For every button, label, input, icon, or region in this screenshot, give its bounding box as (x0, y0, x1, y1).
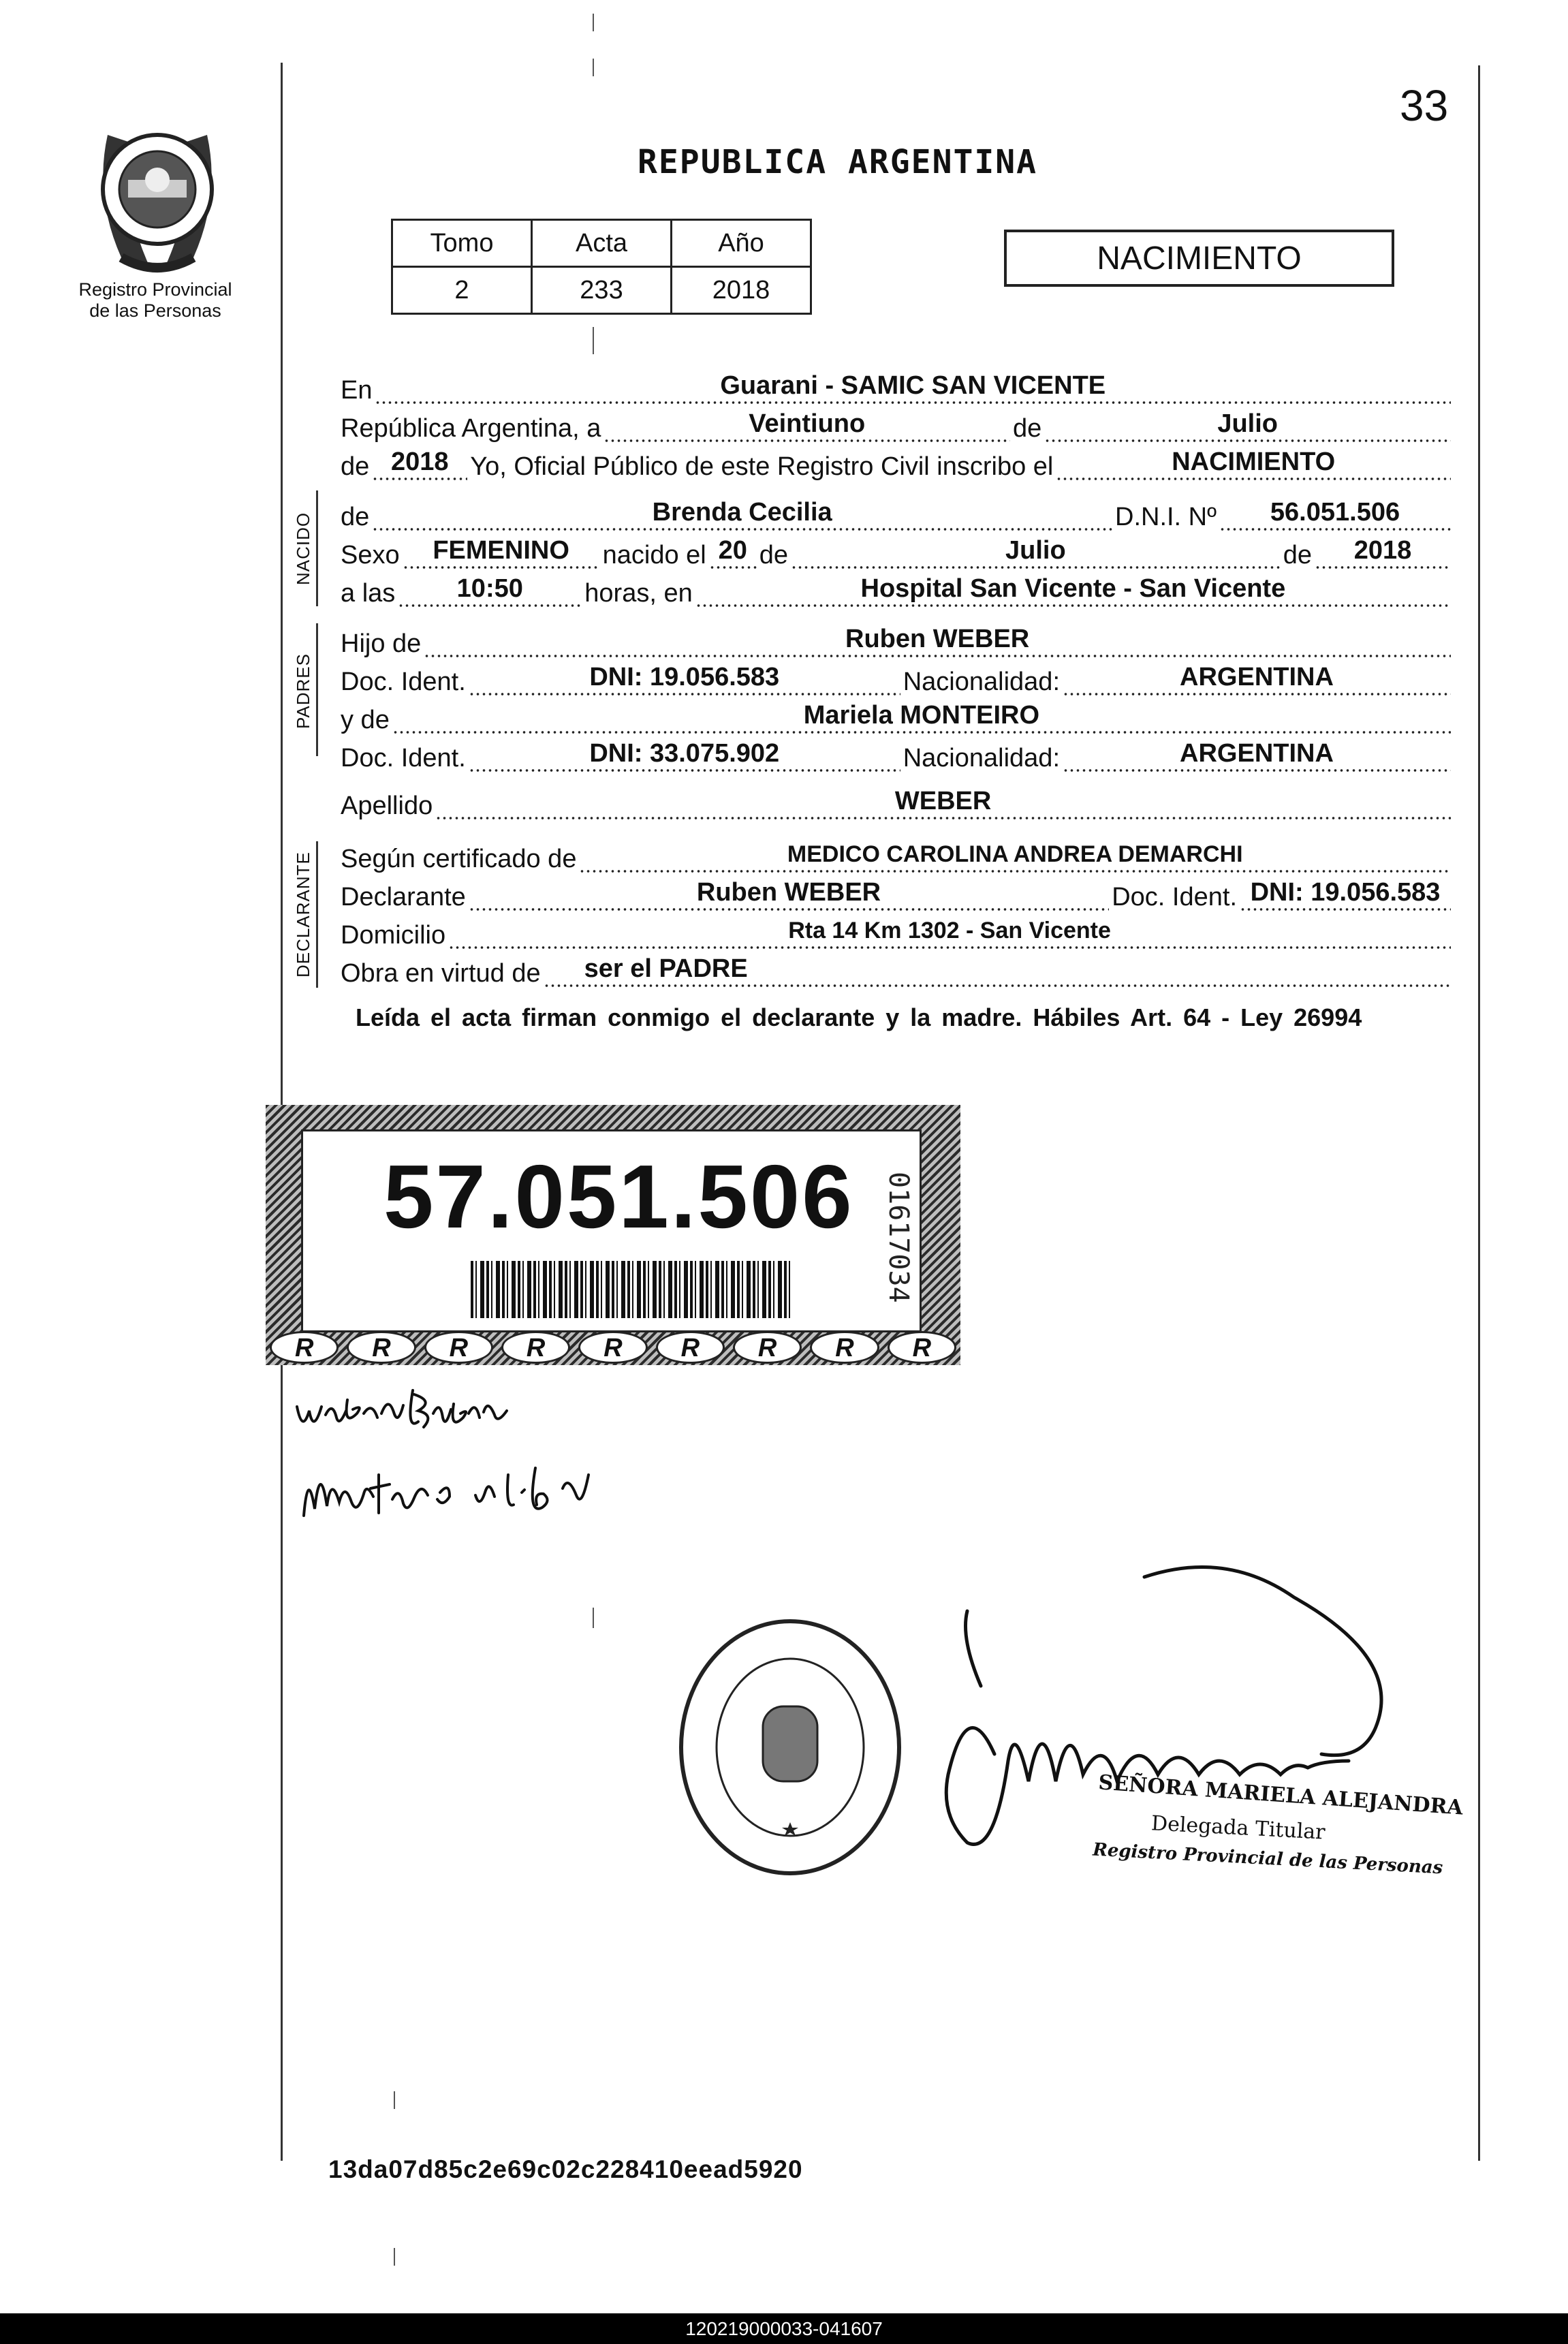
label-horas-en: horas, en (584, 579, 693, 608)
security-band-mark: R (270, 1331, 339, 1364)
security-band-mark: R (501, 1331, 570, 1364)
row-certificate (341, 837, 1454, 875)
seal-caption-line1: Registro Provincial (78, 279, 232, 300)
value-declarant: Ruben WEBER (696, 878, 881, 907)
label-declarante: Declarante (341, 883, 466, 911)
fold-mark (593, 14, 594, 31)
field-father-nationality (1063, 663, 1451, 698)
field-birth-month (791, 536, 1281, 571)
field-mother-nationality (1063, 739, 1451, 774)
value-birth-month: Julio (1005, 536, 1066, 565)
official-name: SEÑORA MARIELA ALEJANDRA (1097, 1770, 1464, 1820)
field-act (1056, 448, 1451, 482)
value-month: Julio (1217, 409, 1278, 438)
field-birth-day (709, 536, 757, 571)
row-acts-as (341, 951, 1454, 989)
row-address (341, 913, 1454, 951)
row-date (341, 406, 1454, 444)
value-father-name: Ruben WEBER (845, 625, 1030, 653)
table-cell-tomo: 2 (392, 267, 532, 314)
value-father-doc: DNI: 19.056.583 (589, 663, 780, 691)
label-sexo: Sexo (341, 541, 400, 569)
fold-mark (394, 2248, 395, 2266)
field-father-name (424, 625, 1451, 659)
row-child-name (341, 495, 1454, 533)
value-address: Rta 14 Km 1302 - San Vicente (788, 918, 1111, 943)
field-child-name (372, 498, 1112, 533)
label-doc-ident-father: Doc. Ident. (341, 668, 466, 696)
field-address (448, 920, 1451, 951)
label-nacionalidad-mother: Nacionalidad: (903, 744, 1060, 772)
label-dni: D.N.I. Nº (1115, 503, 1217, 531)
official-org: Registro Provincial de las Personas (1092, 1839, 1443, 1879)
label-de-child: de (341, 503, 370, 531)
page-number: 33 (1400, 81, 1449, 130)
fold-mark (593, 327, 594, 354)
label-republica: República Argentina, a (341, 414, 601, 443)
field-sex (403, 536, 600, 571)
row-place (341, 368, 1454, 406)
field-mother-name (392, 701, 1451, 736)
security-band-mark: R (347, 1331, 415, 1364)
value-child-dni: 56.051.506 (1270, 498, 1400, 527)
fold-mark (593, 1608, 594, 1628)
section-label-nacido: NACIDO (293, 512, 313, 585)
security-band-mark: R (810, 1331, 879, 1364)
field-declarant (469, 878, 1109, 913)
value-certificate: MEDICO CAROLINA ANDREA DEMARCHI (787, 841, 1243, 867)
label-doc-ident-mother: Doc. Ident. (341, 744, 466, 772)
field-surname (435, 787, 1451, 822)
row-mother (341, 698, 1454, 736)
sticker-panel (301, 1129, 922, 1332)
section-label-padres: PADRES (293, 653, 313, 730)
label-de: de (1013, 414, 1042, 443)
label-doc-ident-declarant: Doc. Ident. (1112, 883, 1237, 911)
table-header-ano: Año (672, 220, 811, 267)
label-a-las: a las (341, 579, 396, 608)
sticker-security-band (266, 1330, 960, 1365)
label-domicilio: Domicilio (341, 921, 446, 950)
mother-signature (297, 1454, 590, 1529)
value-child-name: Brenda Cecilia (652, 498, 832, 527)
field-month (1044, 409, 1451, 444)
record-type-box: NACIMIENTO (1004, 230, 1394, 287)
provincial-seal (80, 114, 234, 278)
table-header-acta: Acta (532, 220, 672, 267)
label-apellido: Apellido (341, 792, 433, 820)
value-declarant-doc: DNI: 19.056.583 (1250, 878, 1441, 907)
seal-caption-line2: de las Personas (89, 300, 221, 321)
value-birth-year: 2018 (1353, 536, 1412, 565)
father-signature (293, 1379, 511, 1441)
label-y-de: y de (341, 706, 390, 734)
table-cell-ano: 2018 (672, 267, 811, 314)
value-place: Guarani - SAMIC SAN VICENTE (720, 371, 1106, 400)
label-hijo-de: Hijo de (341, 629, 422, 658)
field-birth-time (398, 574, 582, 609)
row-act (341, 444, 1454, 482)
field-declarant-doc (1240, 878, 1451, 913)
row-mother-doc (341, 736, 1454, 774)
value-year: 2018 (391, 448, 449, 476)
security-band-mark: R (888, 1331, 956, 1364)
field-birth-year (1315, 536, 1451, 571)
barcode (471, 1261, 791, 1318)
row-father (341, 621, 1454, 659)
table-cell-acta: 233 (532, 267, 672, 314)
label-de-birth-year: de (1283, 541, 1312, 569)
security-band-mark: R (424, 1331, 493, 1364)
fold-mark (394, 2091, 395, 2109)
value-birth-place: Hospital San Vicente - San Vicente (860, 574, 1286, 603)
id-sticker (266, 1105, 960, 1365)
label-segun-certificado: Según certificado de (341, 845, 577, 873)
field-year (372, 448, 467, 482)
value-birth-day: 20 (718, 536, 747, 565)
label-yo-oficial: Yo, Oficial Público de este Registro Civil inscribo el (470, 452, 1054, 481)
field-father-doc (469, 663, 900, 698)
table-header-tomo: Tomo (392, 220, 532, 267)
value-sex: FEMENINO (433, 536, 569, 565)
document-hash: 13da07d85c2e69c02c228410eead5920 (328, 2155, 803, 2183)
official-role: Delegada Titular (1150, 1811, 1326, 1845)
label-nacionalidad-father: Nacionalidad: (903, 668, 1060, 696)
fold-mark (593, 59, 594, 76)
field-child-dni (1219, 498, 1451, 533)
document-title: REPUBLICA ARGENTINA (638, 143, 1038, 181)
value-act: NACIMIENTO (1172, 448, 1336, 476)
official-stamp (674, 1611, 906, 1884)
label-nacido-el: nacido el (602, 541, 706, 569)
value-father-nationality: ARGENTINA (1180, 663, 1334, 691)
value-mother-nationality: ARGENTINA (1180, 739, 1334, 768)
label-en: En (341, 376, 373, 405)
row-time-place (341, 571, 1454, 609)
label-de-year: de (341, 452, 370, 481)
label-obra-en-virtud: Obra en virtud de (341, 959, 541, 988)
value-surname: WEBER (894, 787, 992, 815)
field-birth-place (695, 574, 1451, 609)
field-day-words (603, 409, 1010, 444)
value-acts-as: ser el PADRE (584, 954, 748, 983)
value-day-words: Veintiuno (749, 409, 866, 438)
closing-statement: Leída el acta firman conmigo el declarante y la madre. Hábiles Art. 64 - Ley 26994 (356, 1003, 1362, 1031)
security-band-mark: R (578, 1331, 647, 1364)
row-surname (341, 783, 1454, 822)
value-mother-name: Mariela MONTEIRO (803, 701, 1040, 730)
row-father-doc (341, 659, 1454, 698)
scan-footer: 120219000033-041607 (0, 2313, 1568, 2344)
security-band-mark: R (733, 1331, 802, 1364)
field-mother-doc (469, 739, 900, 774)
label-de-month: de (759, 541, 789, 569)
value-mother-doc: DNI: 33.075.902 (589, 739, 780, 768)
book-reference-table (391, 219, 812, 315)
field-acts-as (544, 954, 1451, 989)
security-band-mark: R (656, 1331, 725, 1364)
section-label-declarante: DECLARANTE (293, 851, 313, 978)
sticker-number: 57.051.506 (383, 1146, 854, 1247)
field-place (375, 371, 1451, 406)
sticker-serial: 01617034 (883, 1171, 914, 1303)
row-declarant (341, 875, 1454, 913)
value-birth-time: 10:50 (456, 574, 523, 603)
right-margin-line (1478, 65, 1480, 2161)
field-certificate (579, 843, 1451, 875)
seal-caption (67, 279, 244, 322)
row-sex-birth (341, 533, 1454, 571)
